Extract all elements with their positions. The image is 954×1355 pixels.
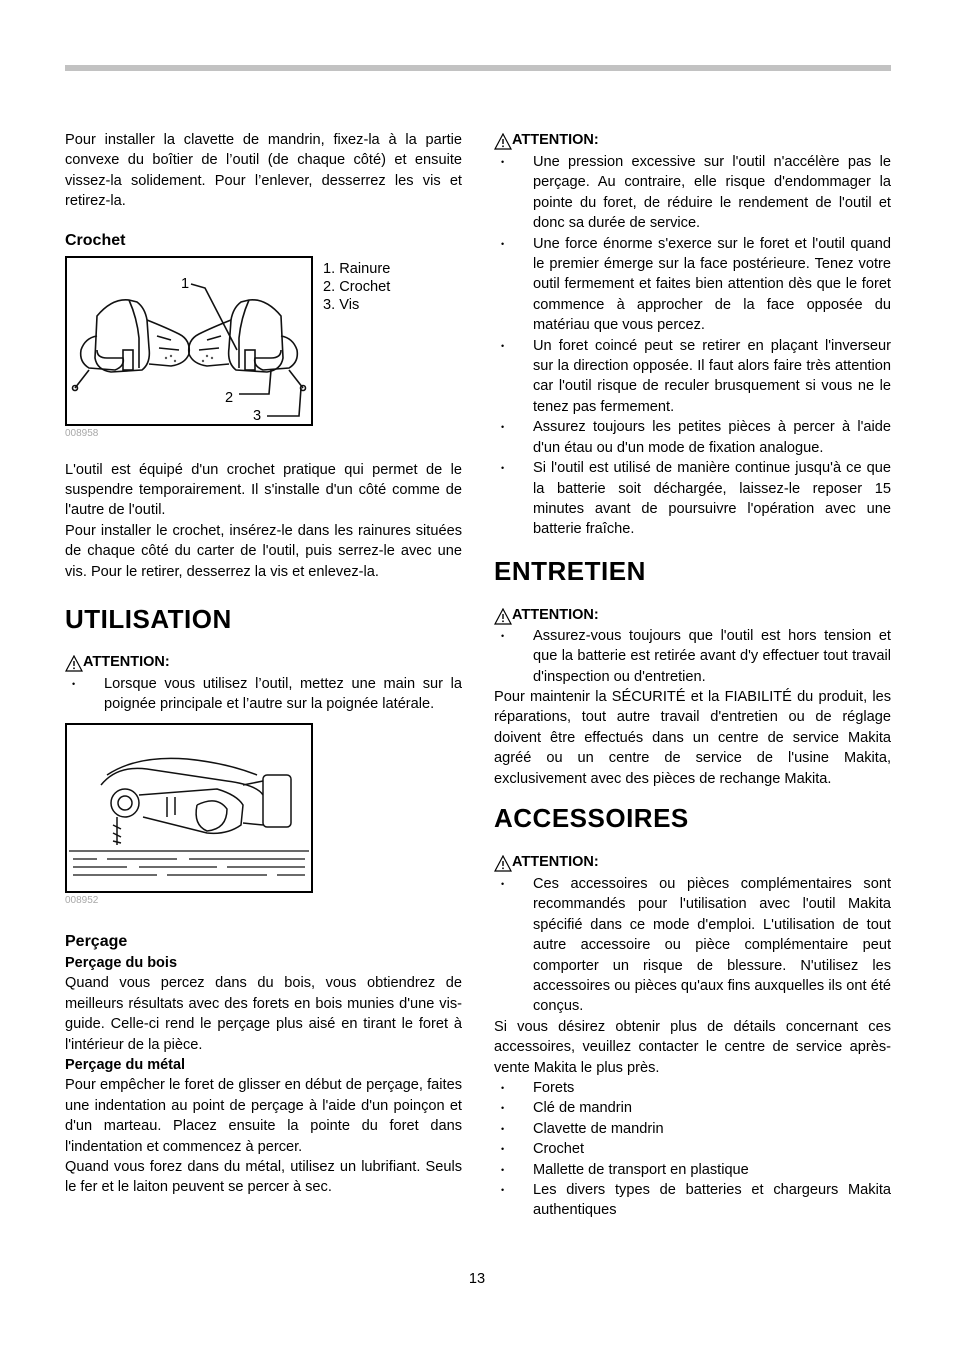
list-item: • Si l'outil est utilisé de manière continue jusqu'à ce que la batterie soit déchargée, laissez-le reposer 15 minutes avant de poursuivre l'opération avec une batterie fraîche. [494, 458, 891, 540]
list-item: • Assurez toujours les petites pièces à percer à l'aide d'un étau ou d'un mode de fixation analogue. [494, 417, 891, 458]
callout-1: 1 [181, 275, 190, 292]
list-item: • Clavette de mandrin [494, 1119, 891, 1139]
entretien-text: Pour maintenir la SÉCURITÉ et la FIABILITÉ du produit, les réparations, tout autre travail d'entretien ou de réglage doivent être effectués dans un centre de service Makita agréé ou un centre de service de l'usine Makita, exclusivement avec des pièces de rechange Makita. [494, 688, 891, 787]
legend-item: 1. Rainure [323, 260, 391, 277]
accessoires-heading: ACCESSOIRES [494, 802, 689, 833]
attention-label: ATTENTION: [65, 652, 462, 672]
utilisation-figure [65, 723, 313, 893]
attention-label: ATTENTION: [494, 852, 891, 872]
utilisation-heading: UTILISATION [65, 604, 232, 635]
drilling-illustration [67, 725, 311, 891]
attention-label: ATTENTION: [494, 605, 891, 625]
crochet-legend [323, 260, 390, 314]
figure-code: 008952 [65, 894, 99, 906]
header-rule [65, 65, 891, 71]
crochet-figure-block [65, 256, 462, 426]
page-number: 13 [468, 1271, 486, 1287]
attention-label: ATTENTION: [494, 130, 891, 150]
legend-item: 2. Crochet [323, 278, 391, 295]
figure-code: 008958 [65, 427, 99, 439]
list-item: • Les divers types de batteries et chargeurs Makita authentiques [494, 1180, 891, 1221]
list-item: • Une pression excessive sur l'outil n'accélère pas le perçage. Au contraire, elle risque d'endommager la pointe du foret, de réduire le rendement de l'outil et donc sa durée de service. [494, 152, 891, 234]
callout-2: 2 [225, 389, 234, 406]
list-item: • Clé de mandrin [494, 1098, 891, 1118]
warning-icon [494, 855, 512, 872]
percage-bois-text: Quand vous percez dans du bois, vous obtiendrez de meilleurs résultats avec des forets en bois munies d'une vis-guide. Celle-ci rend le perçage plus aisé en tirant le foret à l'intérieur de la pièce. [65, 975, 462, 1053]
percage-metal-text-2: Quand vous forez dans du métal, utilisez un lubrifiant. Seuls le fer et le laiton peuvent se percer à sec. [65, 1158, 462, 1196]
left-column [65, 128, 462, 1198]
list-item: • Mallette de transport en plastique [494, 1160, 891, 1180]
list-item: • Crochet [494, 1139, 891, 1159]
percage-bois-heading: Perçage du bois [65, 954, 178, 971]
percage-metal-heading: Perçage du métal [65, 1056, 186, 1073]
crochet-heading: Crochet [65, 231, 126, 249]
entretien-heading: ENTRETIEN [494, 555, 646, 586]
crochet-paragraph-2: Pour installer le crochet, insérez-le dans les rainures situées de chaque côté du carter de l'outil, puis serrez-le avec une vis. Pour le retirer, desserrez la vis et enlevez-la. [65, 522, 462, 580]
right-column [494, 128, 891, 1221]
entretien-attention-list [494, 626, 891, 687]
warning-icon [65, 655, 83, 672]
drilling-attention-list [494, 152, 891, 540]
percage-heading: Perçage [65, 932, 128, 950]
list-item: • Forets [494, 1078, 891, 1098]
crochet-paragraph-1: L'outil est équipé d'un crochet pratique qui permet de le suspendre temporairement. Il s'installe d'un côté comme de l'autre de l'outil. [65, 461, 462, 519]
accessoires-attention-list [494, 874, 891, 1017]
legend-item: 3. Vis [323, 296, 360, 313]
accessoires-list [494, 1078, 891, 1221]
warning-icon [494, 608, 512, 625]
warning-icon [494, 133, 512, 150]
list-item: • Un foret coincé peut se retirer en plaçant l'inverseur sur la direction opposée. Il faut alors faire très attention car l'outil risque de reculer brusquement si vous ne le tenez pas fermement. [494, 336, 891, 418]
list-item: • Assurez-vous toujours que l'outil est hors tension et que la batterie est retirée avant d'y effectuer tout travail d'inspection ou d'entretien. [494, 626, 891, 687]
percage-metal-text-1: Pour empêcher le foret de glisser en début de perçage, faites une indentation au point de perçage à l'aide d'un poinçon et d'un marteau. Placez ensuite la pointe du foret dans l'indentation et commencez à percer. [65, 1077, 462, 1155]
intro-paragraph: Pour installer la clavette de mandrin, fixez-la à la partie convexe du boîtier de l’outil (de chaque côté) et ensuite vissez-la solidement. Pour l’enlever, desserrez les vis et retirez-la. [65, 132, 462, 210]
list-item: • Une force énorme s'exerce sur le foret et l'outil quand le premier émerge sur la face postérieure. Tenez votre outil fermement et faites bien attention dès que le foret commence à approcher de la face opposée du matériau que vous percez. [494, 234, 891, 336]
accessoires-text: Si vous désirez obtenir plus de détails concernant ces accessoires, veuillez contacter le centre de service après-vente Makita le plus près. [494, 1018, 891, 1076]
list-item: • Ces accessoires ou pièces complémentaires sont recommandés pour l'utilisation avec l'outil Makita spécifié dans ce mode d'emploi. L'utilisation de tout autre accessoire ou pièce complémentaire peut comporter un risque de blessure. N'utilisez les accessoires ou pièces qu'aux fins auxquelles ils ont été conçus. [494, 874, 891, 1017]
callout-3: 3 [253, 407, 262, 424]
crochet-figure [65, 256, 313, 426]
utilisation-attention-list [65, 674, 462, 715]
list-item: • Lorsque vous utilisez l’outil, mettez une main sur la poignée principale et l’autre sur la poignée latérale. [65, 674, 462, 715]
